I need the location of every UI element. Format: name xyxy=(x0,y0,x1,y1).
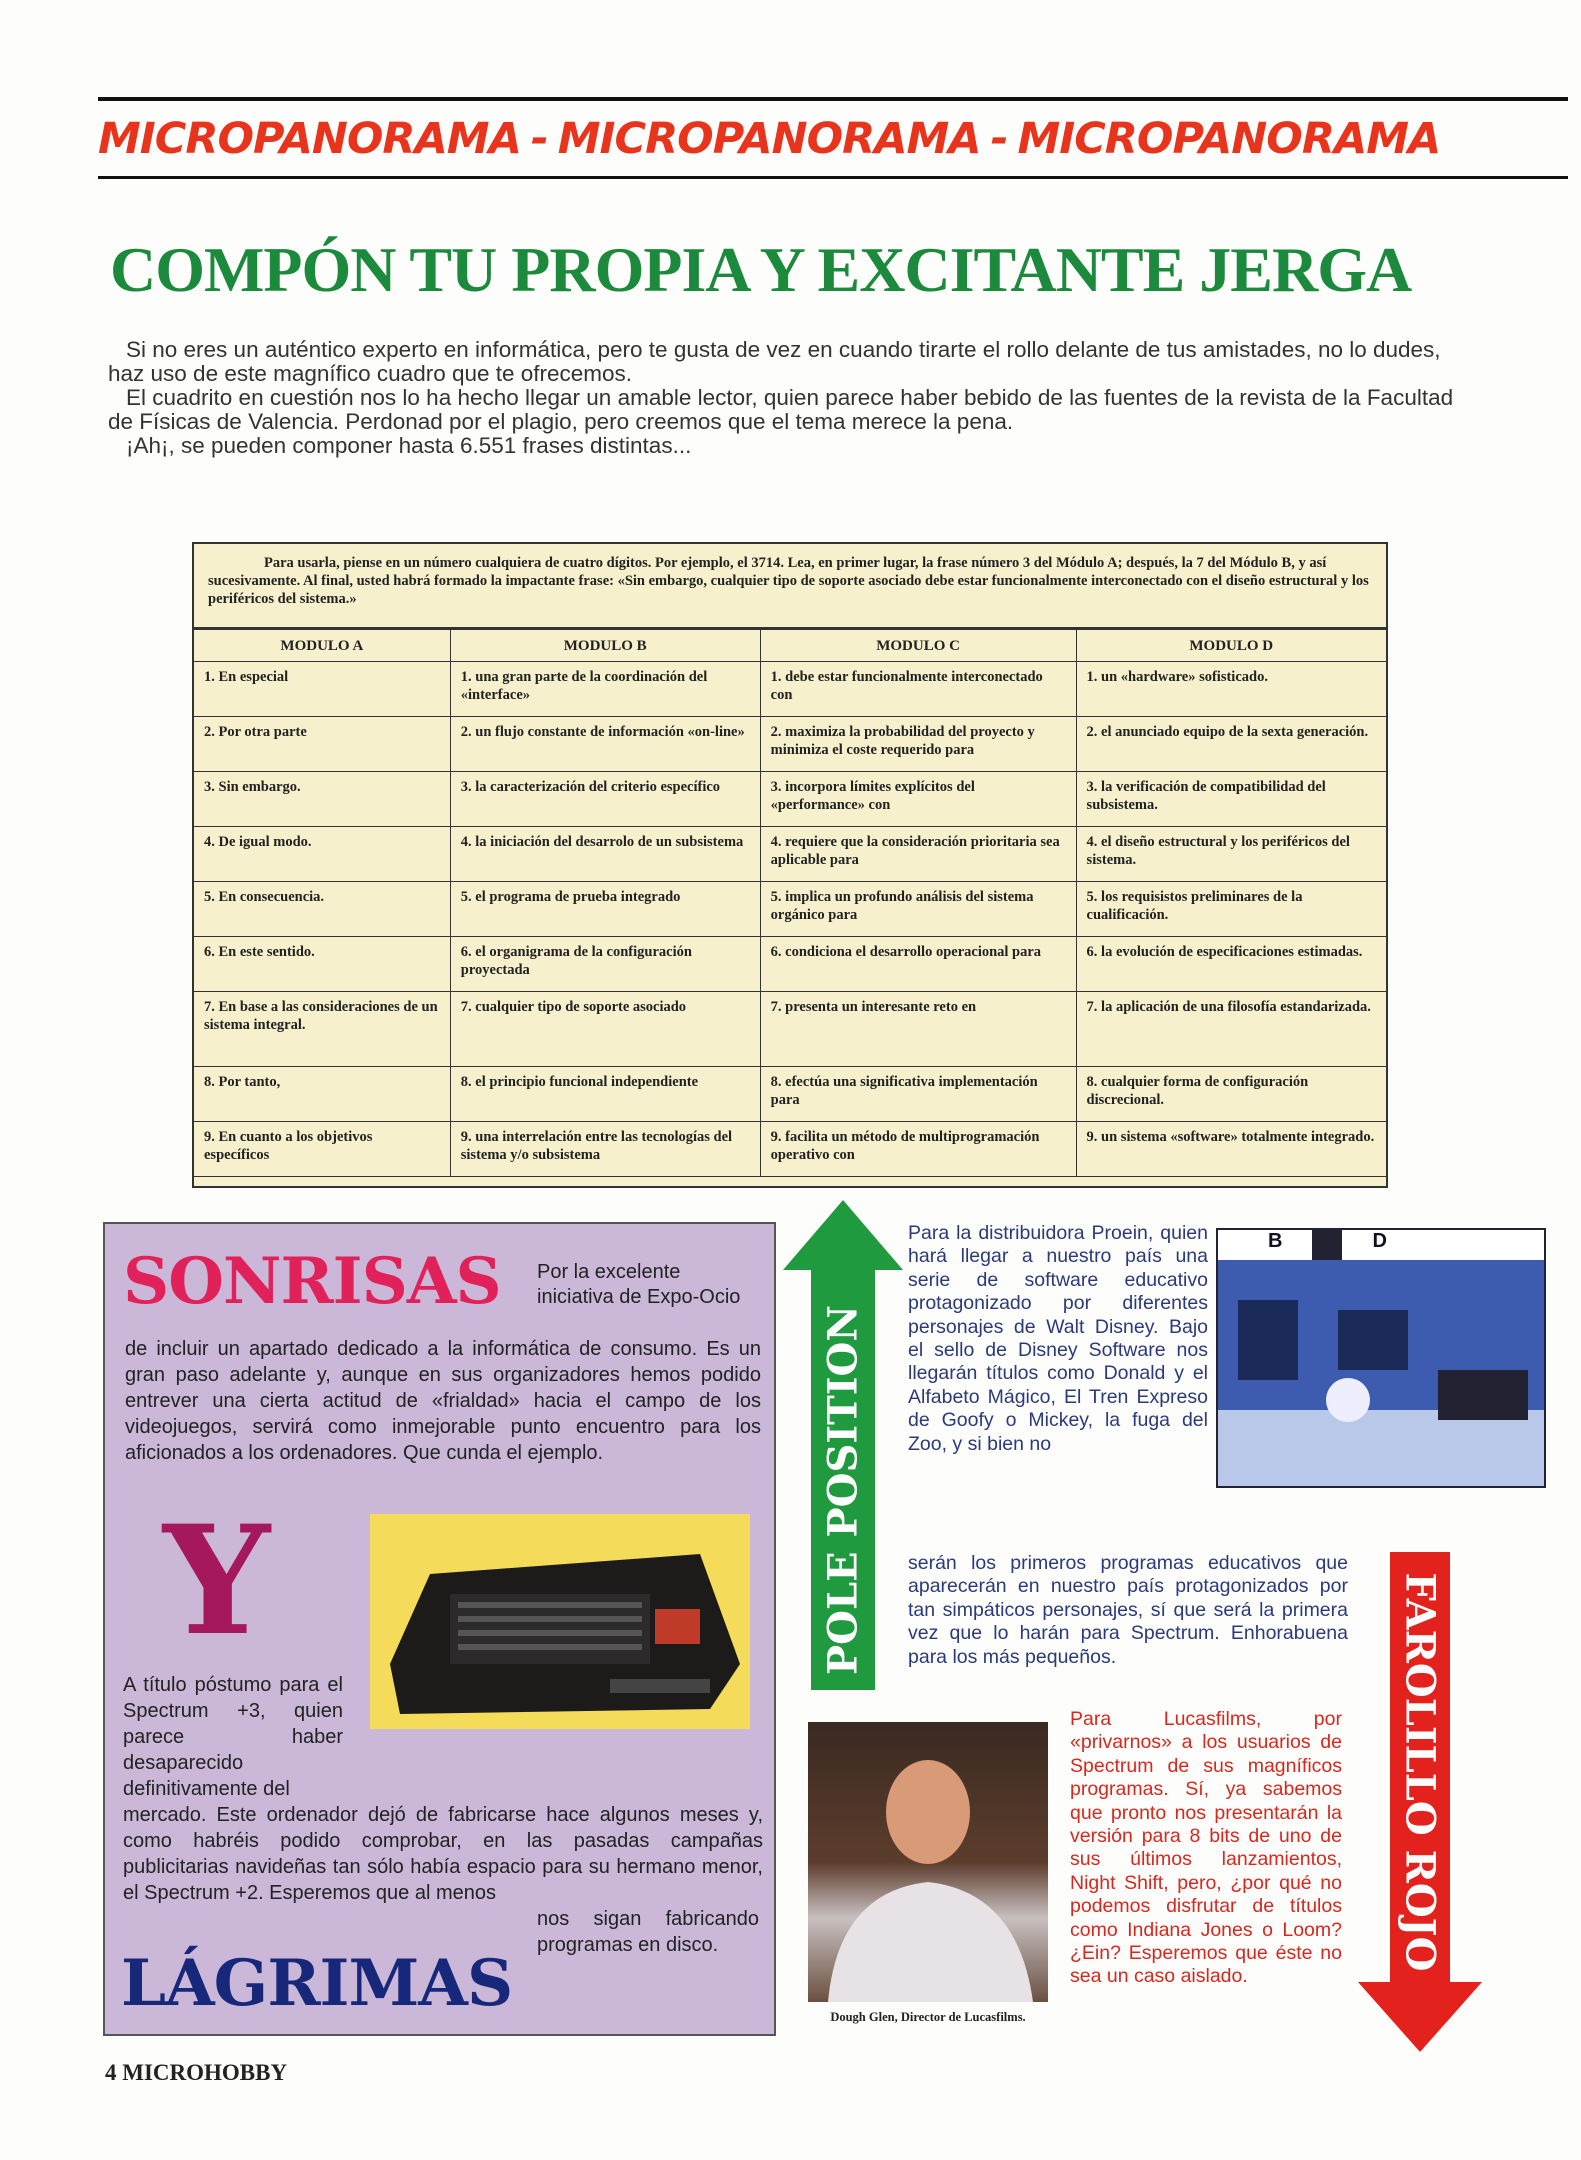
farolillo-rojo-arrow xyxy=(1358,1552,1482,2052)
table-cell: 5. el programa de prueba integrado xyxy=(450,882,760,937)
pole-text-2: serán los primeros programas educativos que aparecerán en nuestro país protagonizados por tan simpáticos personajes, sí que será la primera vez que lo harán para Spectrum. Enhorabuena para los más pequeños. xyxy=(908,1552,1348,1668)
table-body xyxy=(194,662,1386,1177)
table-cell: 2. un flujo constante de información «on-line» xyxy=(450,717,760,772)
table-row xyxy=(194,882,1386,937)
column-header: MODULO B xyxy=(450,630,760,662)
table-cell: 4. requiere que la consideración prioritaria sea aplicable para xyxy=(760,827,1076,882)
hud-block xyxy=(1312,1230,1342,1260)
table-cell: 4. De igual modo. xyxy=(194,827,450,882)
intro-paragraph: Si no eres un auténtico experto en informática, pero te gusta de vez en cuando tirarte el rollo delante de tus amistades, no lo dudes, haz uso de este magnífico cuadro que te ofrecemos. xyxy=(108,337,1441,386)
pole-position-arrow xyxy=(783,1200,903,1690)
table-cell: 2. Por otra parte xyxy=(194,717,450,772)
table-row xyxy=(194,937,1386,992)
table-cell: 3. la verificación de compatibilidad del subsistema. xyxy=(1076,772,1386,827)
table-row xyxy=(194,827,1386,882)
farolillo-rojo-label: FAROLILLO ROJO xyxy=(1396,1572,1444,1972)
table-row xyxy=(194,662,1386,717)
farolillo-text: Para Lucasfilms, por «privarnos» a los usuarios de Spectrum de sus magníficos programas. Sí, ya sabemos que pronto nos presentarán la versión para 8 bits de uno de sus últimos lanzamientos, Night Shift, pero, ¿por qué no podemos disfrutar de títulos como Indiana Jones o Loom? ¿Ein? Esperemos que éste no sea un caso aislado. xyxy=(1070,1708,1342,1988)
table-cell: 9. En cuanto a los objetivos específicos xyxy=(194,1122,450,1177)
table-cell: 6. la evolución de especificaciones estimadas. xyxy=(1076,937,1386,992)
table-cell: 3. la caracterización del criterio específico xyxy=(450,772,760,827)
table-cell: 3. incorpora límites explícitos del «performance» con xyxy=(760,772,1076,827)
table-cell: 8. el principio funcional independiente xyxy=(450,1067,760,1122)
separator: - xyxy=(990,113,1008,164)
lagrimas-text: nos sigan fabricando programas en disco. xyxy=(537,1908,759,1956)
person-photo-icon xyxy=(808,1722,1048,2002)
intro-paragraph: El cuadrito en cuestión nos lo ha hecho llegar un amable lector, quien parece haber bebido de las fuentes de la revista de la Facultad de Físicas de Valencia. Perdonad por el plagio, pero creemos que el tema merece la pena. xyxy=(108,385,1454,434)
pole-text-1: Para la distribuidora Proein, quien hará llegar a nuestro país una serie de software educativo protagonizado por diferentes personajes de Walt Disney. Bajo el sello de Disney Software nos llegarán títulos como Donald y el Alfabeto Mágico, El Tren Expreso de Goofy o Mickey, la fuga del Zoo, y si bien no xyxy=(908,1222,1208,1455)
spectrum-photo xyxy=(370,1514,750,1729)
table-cell: 6. el organigrama de la configuración proyectada xyxy=(450,937,760,992)
spectrum-computer-icon xyxy=(370,1514,750,1729)
sonrisas-heading: SONRISAS xyxy=(123,1244,501,1319)
game-hud xyxy=(1218,1230,1544,1260)
table-row xyxy=(194,772,1386,827)
table-cell: 1. En especial xyxy=(194,662,450,717)
page-footer: 4 MICROHOBBY xyxy=(105,2060,288,2085)
y-letter: Y xyxy=(163,1493,271,1669)
table-instructions: Para usarla, piense en un número cualquiera de cuatro dígitos. Por ejemplo, el 3714. Lea, en primer lugar, la frase número 3 del Módulo A; después, la 7 del Módulo B, y así sucesivamente. Al final, usted habrá formado la impactante frase: «Sin embargo, cualquier tipo de soporte asociado debe estar funcionalmente interconectado con el diseño estructural y los periféricos del sistema.» xyxy=(194,544,1386,629)
table-cell: 2. maximiza la probabilidad del proyecto y minimiza el coste requerido para xyxy=(760,717,1076,772)
intro-paragraph: ¡Ah¡, se pueden componer hasta 6.551 frases distintas... xyxy=(126,433,692,458)
table-cell: 6. condiciona el desarrollo operacional para xyxy=(760,937,1076,992)
table-cell: 7. la aplicación de una filosofía estandarizada. xyxy=(1076,992,1386,1067)
intro xyxy=(108,338,1478,458)
pole-position-label: POLE POSITION xyxy=(819,1305,867,1675)
sonrisas-text: de incluir un apartado dedicado a la informática de consumo. Es un gran paso adelante y, aunque en sus organizadores hemos podido entrever una cierta actitud de «frialdad» hacia el campo de los videojuegos, servirá como inmejorable punto encuentro para los aficionados a los ordenadores. Que cunda el ejemplo. xyxy=(125,1338,761,1464)
table-cell: 6. En este sentido. xyxy=(194,937,450,992)
table-cell: 8. efectúa una significativa implementación para xyxy=(760,1067,1076,1122)
y-text-intro: A título póstumo para el Spectrum +3, quien parece haber desaparecido definitivamente del xyxy=(123,1674,343,1800)
table-cell: 8. Por tanto, xyxy=(194,1067,450,1122)
column-header: MODULO A xyxy=(194,630,450,662)
section-name: MICROPANORAMA xyxy=(98,113,521,164)
table-row xyxy=(194,717,1386,772)
table-row xyxy=(194,1122,1386,1177)
table-cell: 5. En consecuencia. xyxy=(194,882,450,937)
table-cell: 5. implica un profundo análisis del sistema orgánico para xyxy=(760,882,1076,937)
section-name: MICROPANORAMA xyxy=(1017,113,1441,164)
photo-caption: Dough Glen, Director de Lucasfilms. xyxy=(830,2010,1026,2024)
sonrisas-lagrimas-box xyxy=(103,1222,776,2036)
column-header: MODULO C xyxy=(760,630,1076,662)
disney-game-screenshot xyxy=(1216,1228,1546,1488)
y-text: mercado. Este ordenador dejó de fabricarse hace algunos meses y, como habréis podido comprobar, en las pasadas campañas publicitarias navideñas tan sólo había espacio para su hermano menor, el Spectrum +2. Esperemos que al menos xyxy=(123,1804,763,1904)
table-row xyxy=(194,1067,1386,1122)
column-header: MODULO D xyxy=(1076,630,1386,662)
table-cell: 8. cualquier forma de configuración discrecional. xyxy=(1076,1067,1386,1122)
lucasfilms-director-photo xyxy=(808,1722,1048,2002)
table-cell: 4. la iniciación del desarrolo de un subsistema xyxy=(450,827,760,882)
table-cell: 1. una gran parte de la coordinación del «interface» xyxy=(450,662,760,717)
table-row xyxy=(194,992,1386,1067)
table-cell: 9. un sistema «software» totalmente integrado. xyxy=(1076,1122,1386,1177)
table-cell: 7. presenta un interesante reto en xyxy=(760,992,1076,1067)
section-name: MICROPANORAMA xyxy=(557,113,981,164)
table-cell: 7. En base a las consideraciones de un sistema integral. xyxy=(194,992,450,1067)
hud-letter: B xyxy=(1268,1230,1283,1252)
table-cell: 3. Sin embargo. xyxy=(194,772,450,827)
article-title: COMPÓN TU PROPIA Y EXCITANTE JERGA xyxy=(110,234,1412,305)
table-cell: 9. una interrelación entre las tecnologías del sistema y/o subsistema xyxy=(450,1122,760,1177)
modules-table xyxy=(194,629,1386,1177)
game-scene-icon xyxy=(1218,1260,1544,1486)
table-cell: 4. el diseño estructural y los periféricos del sistema. xyxy=(1076,827,1386,882)
section-header xyxy=(98,97,1568,179)
table-cell: 2. el anunciado equipo de la sexta generación. xyxy=(1076,717,1386,772)
table-cell: 9. facilita un método de multiprogramación operativo con xyxy=(760,1122,1076,1177)
table-cell: 5. los requisistos preliminares de la cualificación. xyxy=(1076,882,1386,937)
table-cell: 1. debe estar funcionalmente interconectado con xyxy=(760,662,1076,717)
table-cell: 7. cualquier tipo de soporte asociado xyxy=(450,992,760,1067)
separator: - xyxy=(530,113,548,164)
lagrimas-heading: LÁGRIMAS xyxy=(121,1946,513,2021)
hud-letter: D xyxy=(1372,1230,1387,1252)
table-header xyxy=(194,630,1386,662)
table-cell: 1. un «hardware» sofisticado. xyxy=(1076,662,1386,717)
sonrisas-text-intro: Por la excelente iniciativa de Expo-Ocio xyxy=(537,1261,741,1308)
jargon-table xyxy=(192,542,1388,1188)
